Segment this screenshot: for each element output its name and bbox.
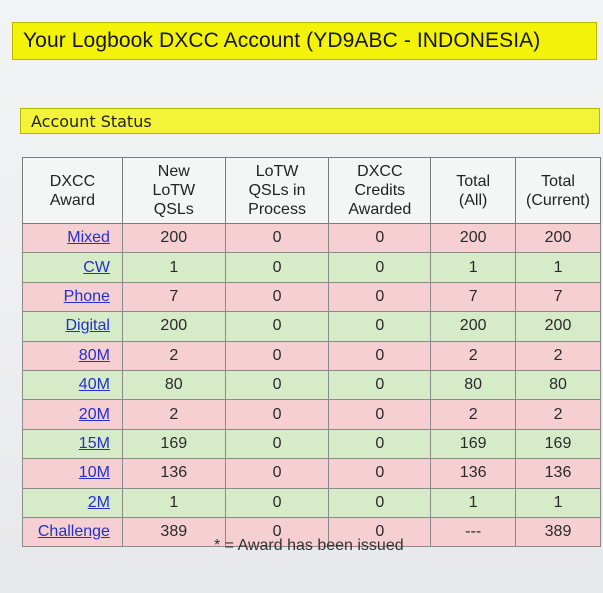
header-lotw-qsls-in-process: LoTW QSLs in Process [225, 158, 329, 224]
table-row [23, 253, 601, 282]
award-link-mixed[interactable]: Mixed [67, 229, 110, 247]
cell-award [23, 400, 123, 429]
cell-new-lotw-qsls: 1 [122, 253, 225, 282]
section-title: Account Status [31, 111, 152, 131]
cell-new-lotw-qsls: 2 [122, 341, 225, 370]
cell-new-lotw-qsls: 80 [122, 370, 225, 399]
table-row [23, 341, 601, 370]
table-row [23, 488, 601, 517]
cell-new-lotw-qsls: 200 [122, 224, 225, 253]
cell-lotw-in-process: 0 [225, 312, 329, 341]
page-title: Your Logbook DXCC Account (YD9ABC - INDONESIA) [23, 29, 541, 52]
header-dxcc-award: DXCC Award [23, 158, 123, 224]
cell-total-current: 389 [516, 517, 601, 546]
cell-lotw-in-process: 0 [225, 224, 329, 253]
cell-total-current: 136 [516, 459, 601, 488]
table-row [23, 400, 601, 429]
cell-new-lotw-qsls: 7 [122, 282, 225, 311]
cell-dxcc-credits: 0 [329, 341, 431, 370]
table-row [23, 312, 601, 341]
cell-new-lotw-qsls: 389 [122, 517, 225, 546]
cell-total-all: 2 [431, 400, 516, 429]
header-total-current: Total (Current) [516, 158, 601, 224]
cell-total-current: 2 [516, 400, 601, 429]
award-link-cw[interactable]: CW [83, 258, 110, 276]
cell-award [23, 488, 123, 517]
cell-total-current: 200 [516, 224, 601, 253]
cell-dxcc-credits: 0 [329, 370, 431, 399]
table-row [23, 224, 601, 253]
cell-total-all: 7 [431, 282, 516, 311]
cell-lotw-in-process: 0 [225, 282, 329, 311]
table-row [23, 370, 601, 399]
cell-lotw-in-process: 0 [225, 370, 329, 399]
cell-award [23, 282, 123, 311]
cell-award [23, 429, 123, 458]
award-link-phone[interactable]: Phone [63, 287, 110, 305]
cell-total-current: 200 [516, 312, 601, 341]
cell-dxcc-credits: 0 [329, 312, 431, 341]
cell-lotw-in-process: 0 [225, 488, 329, 517]
cell-award [23, 341, 123, 370]
cell-new-lotw-qsls: 136 [122, 459, 225, 488]
cell-lotw-in-process: 0 [225, 400, 329, 429]
table-row [23, 429, 601, 458]
cell-total-all: 200 [431, 312, 516, 341]
cell-award [23, 370, 123, 399]
section-header [20, 108, 600, 134]
cell-new-lotw-qsls: 200 [122, 312, 225, 341]
cell-dxcc-credits: 0 [329, 517, 431, 546]
page-title-bar [12, 22, 597, 60]
award-link-challenge[interactable]: Challenge [37, 523, 110, 541]
header-total-all: Total (All) [431, 158, 516, 224]
table-row [23, 282, 601, 311]
table-body [23, 224, 601, 547]
cell-lotw-in-process: 0 [225, 429, 329, 458]
cell-total-current: 2 [516, 341, 601, 370]
cell-lotw-in-process: 0 [225, 341, 329, 370]
cell-dxcc-credits: 0 [329, 459, 431, 488]
cell-total-current: 1 [516, 488, 601, 517]
award-link-20m[interactable]: 20M [78, 405, 110, 423]
cell-award [23, 253, 123, 282]
cell-total-current: 1 [516, 253, 601, 282]
cell-total-all: 169 [431, 429, 516, 458]
cell-lotw-in-process: 0 [225, 517, 329, 546]
cell-dxcc-credits: 0 [329, 253, 431, 282]
cell-new-lotw-qsls: 169 [122, 429, 225, 458]
table-row [23, 459, 601, 488]
cell-award [23, 312, 123, 341]
cell-dxcc-credits: 0 [329, 224, 431, 253]
table-header-row [23, 158, 601, 224]
header-dxcc-credits-awarded: DXCC Credits Awarded [329, 158, 431, 224]
cell-dxcc-credits: 0 [329, 488, 431, 517]
cell-total-all: 80 [431, 370, 516, 399]
cell-award [23, 224, 123, 253]
cell-total-current: 80 [516, 370, 601, 399]
cell-new-lotw-qsls: 2 [122, 400, 225, 429]
dxcc-status-table [22, 157, 601, 547]
cell-total-all: 1 [431, 253, 516, 282]
cell-award [23, 459, 123, 488]
award-link-digital[interactable]: Digital [65, 317, 110, 335]
header-new-lotw-qsls: New LoTW QSLs [122, 158, 225, 224]
cell-total-all: --- [431, 517, 516, 546]
cell-dxcc-credits: 0 [329, 400, 431, 429]
award-link-40m[interactable]: 40M [78, 376, 110, 394]
cell-award [23, 517, 123, 546]
cell-total-all: 2 [431, 341, 516, 370]
cell-total-all: 1 [431, 488, 516, 517]
award-link-2m[interactable]: 2M [87, 493, 110, 511]
award-link-15m[interactable]: 15M [78, 434, 110, 452]
cell-dxcc-credits: 0 [329, 282, 431, 311]
cell-total-current: 7 [516, 282, 601, 311]
award-issued-footnote: * = Award has been issued [214, 537, 404, 554]
cell-total-all: 200 [431, 224, 516, 253]
cell-new-lotw-qsls: 1 [122, 488, 225, 517]
cell-lotw-in-process: 0 [225, 253, 329, 282]
award-link-80m[interactable]: 80M [78, 346, 110, 364]
cell-total-all: 136 [431, 459, 516, 488]
cell-total-current: 169 [516, 429, 601, 458]
cell-dxcc-credits: 0 [329, 429, 431, 458]
award-link-10m[interactable]: 10M [78, 464, 110, 482]
cell-lotw-in-process: 0 [225, 459, 329, 488]
